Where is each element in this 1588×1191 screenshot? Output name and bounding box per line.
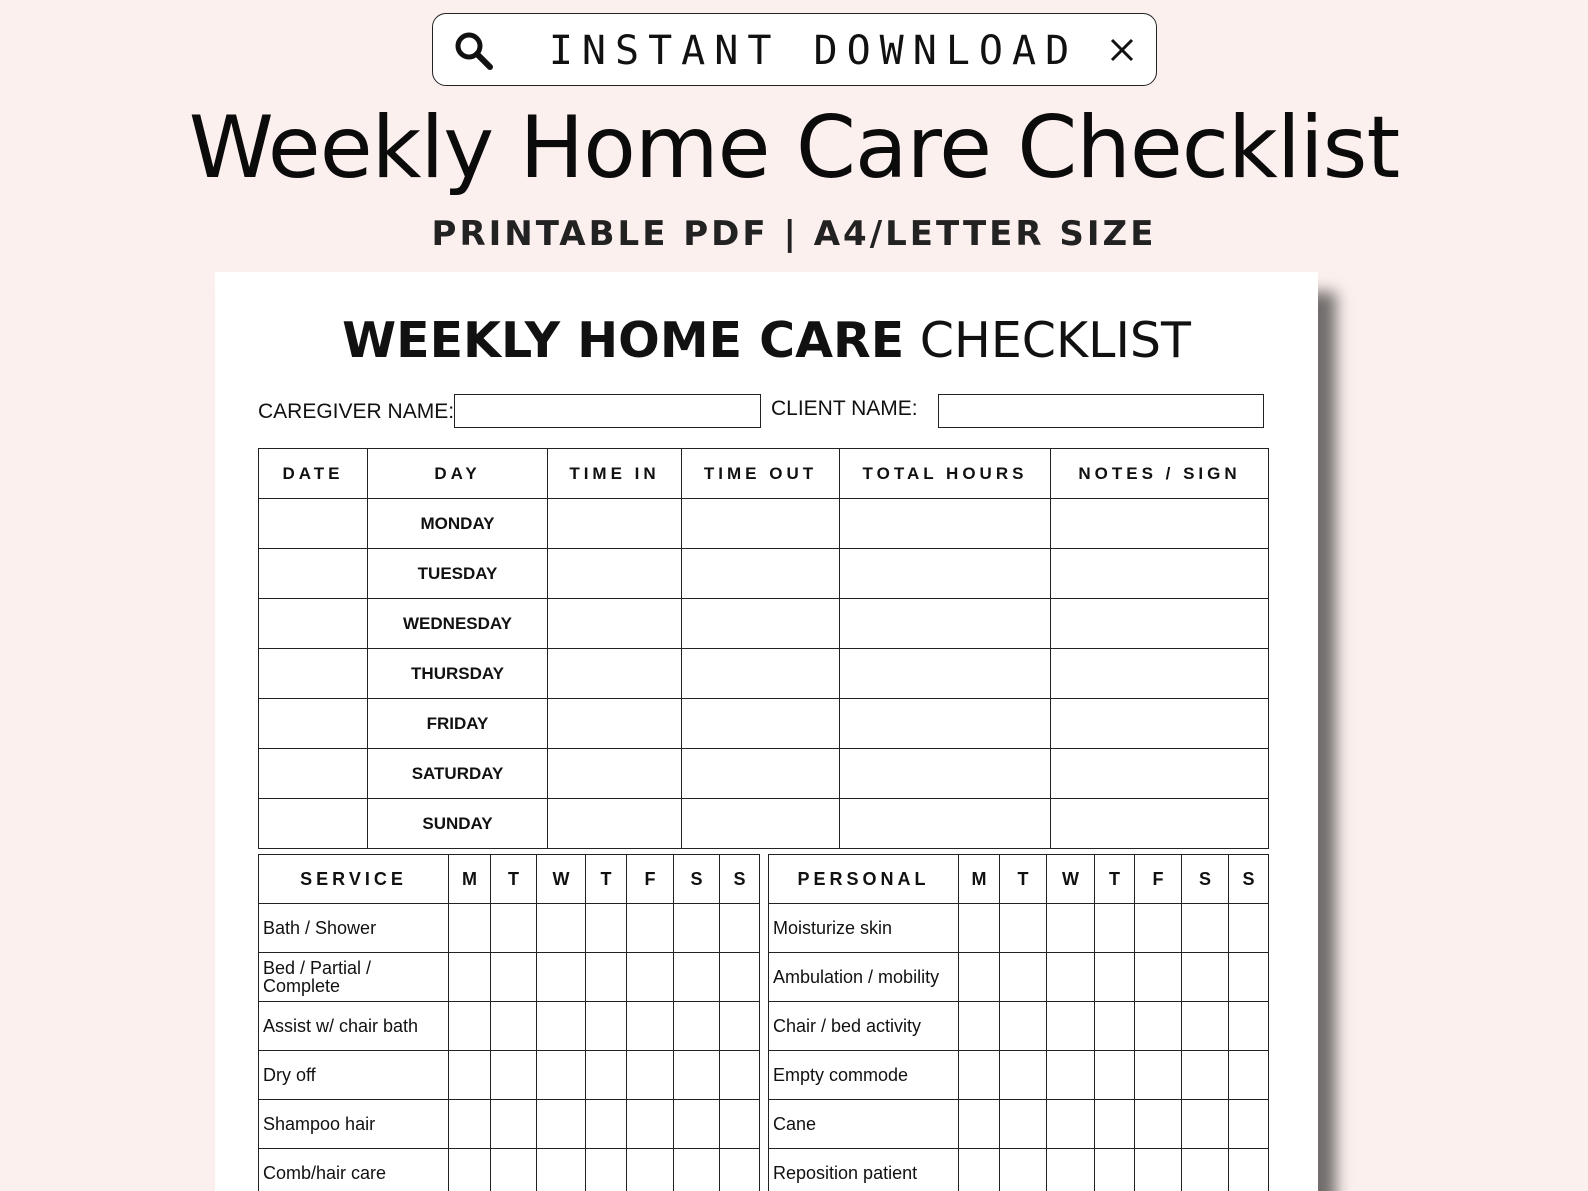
weekday-header: W bbox=[1047, 855, 1095, 904]
check-cell[interactable] bbox=[720, 1149, 760, 1191]
time-in-cell[interactable] bbox=[548, 599, 682, 649]
date-cell[interactable] bbox=[259, 599, 368, 649]
total-hours-cell[interactable] bbox=[840, 549, 1051, 599]
check-cell[interactable] bbox=[959, 1002, 1000, 1051]
check-cell[interactable] bbox=[720, 904, 760, 953]
check-cell[interactable] bbox=[1135, 1002, 1182, 1051]
check-cell[interactable] bbox=[537, 953, 586, 1002]
check-cell[interactable] bbox=[1229, 953, 1269, 1002]
day-cell: SATURDAY bbox=[368, 749, 548, 799]
date-cell[interactable] bbox=[259, 799, 368, 849]
hours-header-cell: DAY bbox=[368, 449, 548, 499]
check-cell[interactable] bbox=[1135, 904, 1182, 953]
checklist-sheet bbox=[215, 272, 1318, 1191]
table-row bbox=[259, 1149, 760, 1191]
task-label: Dry off bbox=[259, 1051, 449, 1100]
table-row bbox=[769, 953, 1269, 1002]
check-cell[interactable] bbox=[1000, 904, 1047, 953]
check-cell[interactable] bbox=[1000, 953, 1047, 1002]
date-cell[interactable] bbox=[259, 749, 368, 799]
check-cell[interactable] bbox=[586, 1051, 627, 1100]
table-row bbox=[259, 1002, 760, 1051]
search-text: INSTANT DOWNLOAD bbox=[548, 28, 1079, 74]
check-cell[interactable] bbox=[627, 1002, 674, 1051]
client-label: CLIENT NAME: bbox=[771, 397, 918, 420]
weekday-header: S bbox=[674, 855, 720, 904]
total-hours-cell[interactable] bbox=[840, 799, 1051, 849]
check-cell[interactable] bbox=[449, 1002, 491, 1051]
check-cell[interactable] bbox=[1047, 1100, 1095, 1149]
check-cell[interactable] bbox=[1000, 1002, 1047, 1051]
check-cell[interactable] bbox=[674, 1051, 720, 1100]
check-cell[interactable] bbox=[537, 1100, 586, 1149]
check-cell[interactable] bbox=[1095, 1051, 1135, 1100]
time-out-cell[interactable] bbox=[682, 599, 840, 649]
weekday-header: T bbox=[1000, 855, 1047, 904]
table-row bbox=[259, 749, 1269, 799]
check-cell[interactable] bbox=[1047, 904, 1095, 953]
check-cell[interactable] bbox=[449, 1100, 491, 1149]
total-hours-cell[interactable] bbox=[840, 499, 1051, 549]
check-cell[interactable] bbox=[491, 904, 537, 953]
total-hours-cell[interactable] bbox=[840, 649, 1051, 699]
personal-table bbox=[768, 854, 1269, 1191]
check-cell[interactable] bbox=[959, 1149, 1000, 1191]
day-cell: THURSDAY bbox=[368, 649, 548, 699]
total-hours-cell[interactable] bbox=[840, 749, 1051, 799]
notes-sign-cell[interactable] bbox=[1051, 549, 1269, 599]
check-cell[interactable] bbox=[627, 1100, 674, 1149]
day-cell: WEDNESDAY bbox=[368, 599, 548, 649]
check-cell[interactable] bbox=[586, 1002, 627, 1051]
table-row bbox=[769, 904, 1269, 953]
check-cell[interactable] bbox=[674, 953, 720, 1002]
check-cell[interactable] bbox=[1182, 1100, 1229, 1149]
check-cell[interactable] bbox=[537, 1051, 586, 1100]
check-cell[interactable] bbox=[959, 953, 1000, 1002]
checklist-header: PERSONAL bbox=[769, 855, 959, 904]
hours-header-cell: NOTES / SIGN bbox=[1051, 449, 1269, 499]
check-cell[interactable] bbox=[627, 1051, 674, 1100]
check-cell[interactable] bbox=[1095, 904, 1135, 953]
check-cell[interactable] bbox=[537, 904, 586, 953]
search-bar[interactable] bbox=[432, 13, 1157, 86]
check-cell[interactable] bbox=[1000, 1100, 1047, 1149]
notes-sign-cell[interactable] bbox=[1051, 699, 1269, 749]
time-out-cell[interactable] bbox=[682, 699, 840, 749]
name-row bbox=[258, 392, 1268, 432]
check-cell[interactable] bbox=[1229, 1051, 1269, 1100]
check-cell[interactable] bbox=[1095, 1100, 1135, 1149]
check-cell[interactable] bbox=[1182, 904, 1229, 953]
check-cell[interactable] bbox=[1182, 953, 1229, 1002]
check-cell[interactable] bbox=[491, 1100, 537, 1149]
caregiver-name-field[interactable] bbox=[454, 394, 761, 428]
check-cell[interactable] bbox=[449, 904, 491, 953]
time-in-cell[interactable] bbox=[548, 649, 682, 699]
service-table bbox=[258, 854, 760, 1191]
day-cell: TUESDAY bbox=[368, 549, 548, 599]
hours-header-cell: TIME IN bbox=[548, 449, 682, 499]
check-cell[interactable] bbox=[1135, 953, 1182, 1002]
weekday-header: W bbox=[537, 855, 586, 904]
task-label: Chair / bed activity bbox=[769, 1002, 959, 1051]
check-cell[interactable] bbox=[1229, 1002, 1269, 1051]
table-row bbox=[259, 499, 1269, 549]
time-out-cell[interactable] bbox=[682, 749, 840, 799]
client-name-field[interactable] bbox=[938, 394, 1264, 428]
notes-sign-cell[interactable] bbox=[1051, 599, 1269, 649]
table-row bbox=[259, 599, 1269, 649]
check-cell[interactable] bbox=[1229, 904, 1269, 953]
check-cell[interactable] bbox=[674, 1002, 720, 1051]
time-in-cell[interactable] bbox=[548, 549, 682, 599]
check-cell[interactable] bbox=[1095, 1002, 1135, 1051]
task-label: Bath / Shower bbox=[259, 904, 449, 953]
table-row bbox=[259, 904, 760, 953]
day-cell: SUNDAY bbox=[368, 799, 548, 849]
check-cell[interactable] bbox=[674, 1149, 720, 1191]
check-cell[interactable] bbox=[1047, 953, 1095, 1002]
check-cell[interactable] bbox=[1047, 1149, 1095, 1191]
check-cell[interactable] bbox=[586, 1100, 627, 1149]
sheet-title-bold: WEEKLY HOME CARE bbox=[342, 312, 905, 369]
time-out-cell[interactable] bbox=[682, 549, 840, 599]
check-cell[interactable] bbox=[537, 1002, 586, 1051]
check-cell[interactable] bbox=[1047, 1002, 1095, 1051]
task-label: Shampoo hair bbox=[259, 1100, 449, 1149]
check-cell[interactable] bbox=[537, 1149, 586, 1191]
check-cell[interactable] bbox=[720, 1051, 760, 1100]
time-out-cell[interactable] bbox=[682, 499, 840, 549]
table-row bbox=[769, 1100, 1269, 1149]
caregiver-label: CAREGIVER NAME: bbox=[258, 400, 455, 423]
weekday-header: T bbox=[586, 855, 627, 904]
check-cell[interactable] bbox=[1135, 1051, 1182, 1100]
total-hours-cell[interactable] bbox=[840, 699, 1051, 749]
total-hours-cell[interactable] bbox=[840, 599, 1051, 649]
check-cell[interactable] bbox=[1135, 1149, 1182, 1191]
date-cell[interactable] bbox=[259, 699, 368, 749]
task-label: Reposition patient bbox=[769, 1149, 959, 1191]
date-cell[interactable] bbox=[259, 649, 368, 699]
task-label: Ambulation / mobility bbox=[769, 953, 959, 1002]
check-cell[interactable] bbox=[1182, 1002, 1229, 1051]
weekday-header: F bbox=[1135, 855, 1182, 904]
hours-header-cell: TIME OUT bbox=[682, 449, 840, 499]
time-in-cell[interactable] bbox=[548, 749, 682, 799]
hours-table bbox=[258, 448, 1269, 849]
date-cell[interactable] bbox=[259, 549, 368, 599]
table-row bbox=[259, 549, 1269, 599]
task-label: Assist w/ chair bath bbox=[259, 1002, 449, 1051]
check-cell[interactable] bbox=[1000, 1149, 1047, 1191]
weekday-header: T bbox=[491, 855, 537, 904]
table-row bbox=[259, 1100, 760, 1149]
weekday-header: M bbox=[959, 855, 1000, 904]
date-cell[interactable] bbox=[259, 499, 368, 549]
check-cell[interactable] bbox=[1135, 1100, 1182, 1149]
notes-sign-cell[interactable] bbox=[1051, 749, 1269, 799]
check-cell[interactable] bbox=[586, 1149, 627, 1191]
close-icon[interactable] bbox=[1102, 30, 1142, 70]
table-row bbox=[259, 1051, 760, 1100]
check-cell[interactable] bbox=[586, 904, 627, 953]
check-cell[interactable] bbox=[1000, 1051, 1047, 1100]
check-cell[interactable] bbox=[959, 1051, 1000, 1100]
table-row bbox=[259, 799, 1269, 849]
check-cell[interactable] bbox=[586, 953, 627, 1002]
check-cell[interactable] bbox=[491, 953, 537, 1002]
notes-sign-cell[interactable] bbox=[1051, 649, 1269, 699]
checklist-header: SERVICE bbox=[259, 855, 449, 904]
task-label: Empty commode bbox=[769, 1051, 959, 1100]
task-label: Cane bbox=[769, 1100, 959, 1149]
check-cell[interactable] bbox=[720, 1100, 760, 1149]
hours-header-cell: TOTAL HOURS bbox=[840, 449, 1051, 499]
check-cell[interactable] bbox=[449, 1149, 491, 1191]
hours-header-cell: DATE bbox=[259, 449, 368, 499]
table-row bbox=[259, 953, 760, 1002]
check-cell[interactable] bbox=[627, 1149, 674, 1191]
sheet-title bbox=[215, 312, 1318, 369]
check-cell[interactable] bbox=[1182, 1051, 1229, 1100]
task-label: Bed / Partial / Complete bbox=[259, 953, 449, 1002]
time-out-cell[interactable] bbox=[682, 649, 840, 699]
page-headline: Weekly Home Care Checklist bbox=[188, 98, 1400, 198]
check-cell[interactable] bbox=[674, 1100, 720, 1149]
day-cell: FRIDAY bbox=[368, 699, 548, 749]
time-out-cell[interactable] bbox=[682, 799, 840, 849]
check-cell[interactable] bbox=[1229, 1100, 1269, 1149]
notes-sign-cell[interactable] bbox=[1051, 499, 1269, 549]
table-row bbox=[769, 1002, 1269, 1051]
time-in-cell[interactable] bbox=[548, 699, 682, 749]
check-cell[interactable] bbox=[1047, 1051, 1095, 1100]
check-cell[interactable] bbox=[674, 904, 720, 953]
task-label: Moisturize skin bbox=[769, 904, 959, 953]
time-in-cell[interactable] bbox=[548, 799, 682, 849]
check-cell[interactable] bbox=[720, 1002, 760, 1051]
sheet-title-regular: CHECKLIST bbox=[919, 312, 1191, 369]
table-row bbox=[769, 1149, 1269, 1191]
check-cell[interactable] bbox=[720, 953, 760, 1002]
task-label: Comb/hair care bbox=[259, 1149, 449, 1191]
check-cell[interactable] bbox=[491, 1051, 537, 1100]
check-cell[interactable] bbox=[1182, 1149, 1229, 1191]
weekday-header: M bbox=[449, 855, 491, 904]
table-row bbox=[769, 1051, 1269, 1100]
check-cell[interactable] bbox=[491, 1002, 537, 1051]
check-cell[interactable] bbox=[627, 904, 674, 953]
notes-sign-cell[interactable] bbox=[1051, 799, 1269, 849]
check-cell[interactable] bbox=[1095, 1149, 1135, 1191]
check-cell[interactable] bbox=[1095, 953, 1135, 1002]
check-cell[interactable] bbox=[449, 953, 491, 1002]
check-cell[interactable] bbox=[491, 1149, 537, 1191]
table-row bbox=[259, 699, 1269, 749]
weekday-header: S bbox=[1229, 855, 1269, 904]
weekday-header: T bbox=[1095, 855, 1135, 904]
check-cell[interactable] bbox=[449, 1051, 491, 1100]
check-cell[interactable] bbox=[627, 953, 674, 1002]
check-cell[interactable] bbox=[1229, 1149, 1269, 1191]
weekday-header: F bbox=[627, 855, 674, 904]
time-in-cell[interactable] bbox=[548, 499, 682, 549]
weekday-header: S bbox=[720, 855, 760, 904]
table-row bbox=[259, 649, 1269, 699]
page-subline: PRINTABLE PDF | A4/LETTER SIZE bbox=[431, 214, 1157, 254]
day-cell: MONDAY bbox=[368, 499, 548, 549]
check-cell[interactable] bbox=[959, 904, 1000, 953]
weekday-header: S bbox=[1182, 855, 1229, 904]
check-cell[interactable] bbox=[959, 1100, 1000, 1149]
